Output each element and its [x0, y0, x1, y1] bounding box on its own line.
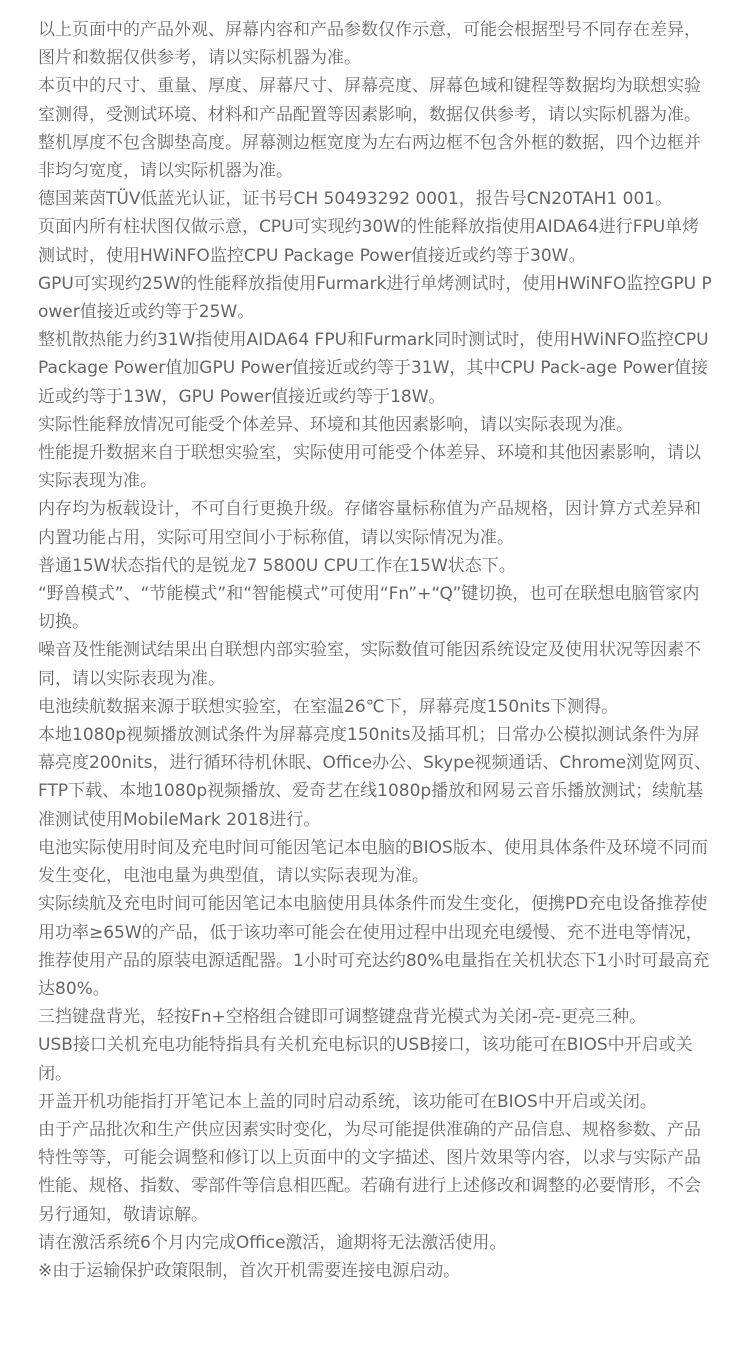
note-lid-open-boot: 开盖开机功能指打开笔记本上盖的同时启动系统，该功能可在BIOS中开启或关闭。: [38, 1091, 657, 1112]
note-memory-storage: 内存均为板载设计，不可自行更换升级。存储容量标称值为产品规格，因计算方式差异和内置功能占用，实际可用空间小于标称值，请以实际情况为准。: [38, 499, 701, 548]
note-gpu-power: GPU可实现约25W的性能释放指使用Furmark进行单烤测试时，使用HWiNFO监控GPU Power值接近或约等于25W。: [38, 273, 712, 323]
note-charging: 实际续航及充电时间可能因笔记本电脑使用具体条件而发生变化，便携PD充电设备推荐使用功率≥65W的产品，低于该功率可能会在使用过程中出现充电缓慢、充不进电等情况，推荐使用产品的原装电源适配器。1小时可充达约80%电量指在关机状态下1小时可最高充达80%。: [38, 894, 710, 999]
note-office-activation: 请在激活系统6个月内完成Office激活，逾期将无法激活使用。: [38, 1232, 507, 1253]
disclaimer-notes: [38, 16, 716, 1285]
note-revision-policy: 由于产品批次和生产供应因素实时变化，为尽可能提供准确的产品信息、规格参数、产品特性等等，可能会调整和修订以上页面中的文字描述、图片效果等内容，以求与实际产品性能、规格、指数、零部件等信息相匹配。若确有进行上述修改和调整的必要情形，不会另行通知，敬请谅解。: [38, 1119, 701, 1225]
note-battery-test-conditions: 本地1080p视频播放测试条件为屏幕亮度150nits及插耳机；日常办公模拟测试条件为屏幕亮度200nits，进行循环待机休眠、Office办公、Skype视频通话、Chrome浏览网页、FTP下载、本地1080p视频播放、爱奇艺在线1080p播放和网易云音乐播放测试；续航基准测试使用MobileMark 2018进行。: [38, 725, 712, 830]
note-performance-modes: “野兽模式”、“节能模式”和“智能模式”可使用“Fn”+“Q”键切换，也可在联想电脑管家内切换。: [38, 584, 700, 633]
note-battery-actual-time: 电池实际使用时间及充电时间可能因笔记本电脑的BIOS版本、使用具体条件及环境不同而发生变化，电池电量为典型值，请以实际表现为准。: [38, 837, 708, 887]
note-noise-test: 噪音及性能测试结果出自联想内部实验室，实际数值可能因系统设定及使用状况等因素不同，请以实际表现为准。: [38, 640, 701, 689]
note-tuv-certificate: 德国莱茵TÜV低蓝光认证，证书号CH 50493292 0001，报告号CN20TAH1 001。: [38, 189, 673, 210]
note-appearance: 以上页面中的产品外观、屏幕内容和产品参数仅作示意，可能会根据型号不同存在差异，图片和数据仅供参考，请以实际机器为准。: [38, 20, 701, 69]
note-usb-charging: USB接口关机充电功能特指具有关机充电标识的USB接口，该功能可在BIOS中开启或关闭。: [38, 1035, 693, 1084]
note-battery-source: 电池续航数据来源于联想实验室，在室温26℃下，屏幕亮度150nits下测得。: [38, 696, 619, 717]
note-first-boot-power: ※由于运输保护政策限制，首次开机需要连接电源启动。: [38, 1260, 461, 1281]
note-lab-measurements: 本页中的尺寸、重量、厚度、屏幕尺寸、屏幕亮度、屏幕色域和键程等数据均为联想实验室测得，受测试环境、材料和产品配置等因素影响，数据仅供参考，请以实际机器为准。整机厚度不包含脚垫高度。屏幕测边框宽度为左右两边框不包含外框的数据，四个边框并非均匀宽度，请以实际机器为准。: [38, 76, 701, 182]
note-performance-gain: 性能提升数据来自于联想实验室，实际使用可能受个体差异、环境和其他因素影响，请以实际表现为准。: [38, 443, 701, 492]
note-thermal-capacity: 整机散热能力约31W指使用AIDA64 FPU和Furmark同时测试时，使用HWiNFO监控CPU Package Power值加GPU Power值接近或约等于31W，其中CPU Pack-age Power值接近或约等于13W，GPU Power值接近或约等于18W。: [38, 330, 709, 407]
note-cpu-power: 页面内所有柱状图仅做示意，CPU可实现约30W的性能释放指使用AIDA64进行FPU单烤测试时，使用HWiNFO监控CPU Package Power值接近或约等于30W。: [38, 217, 700, 266]
note-keyboard-backlight: 三挡键盘背光，轻按Fn+空格组合键即可调整键盘背光模式为关闭-亮-更亮三种。: [38, 1007, 647, 1028]
note-performance-variance: 实际性能释放情况可能受个体差异、环境和其他因素影响，请以实际表现为准。: [38, 414, 633, 435]
note-15w-state: 普通15W状态指代的是锐龙7 5800U CPU工作在15W状态下。: [38, 555, 516, 576]
